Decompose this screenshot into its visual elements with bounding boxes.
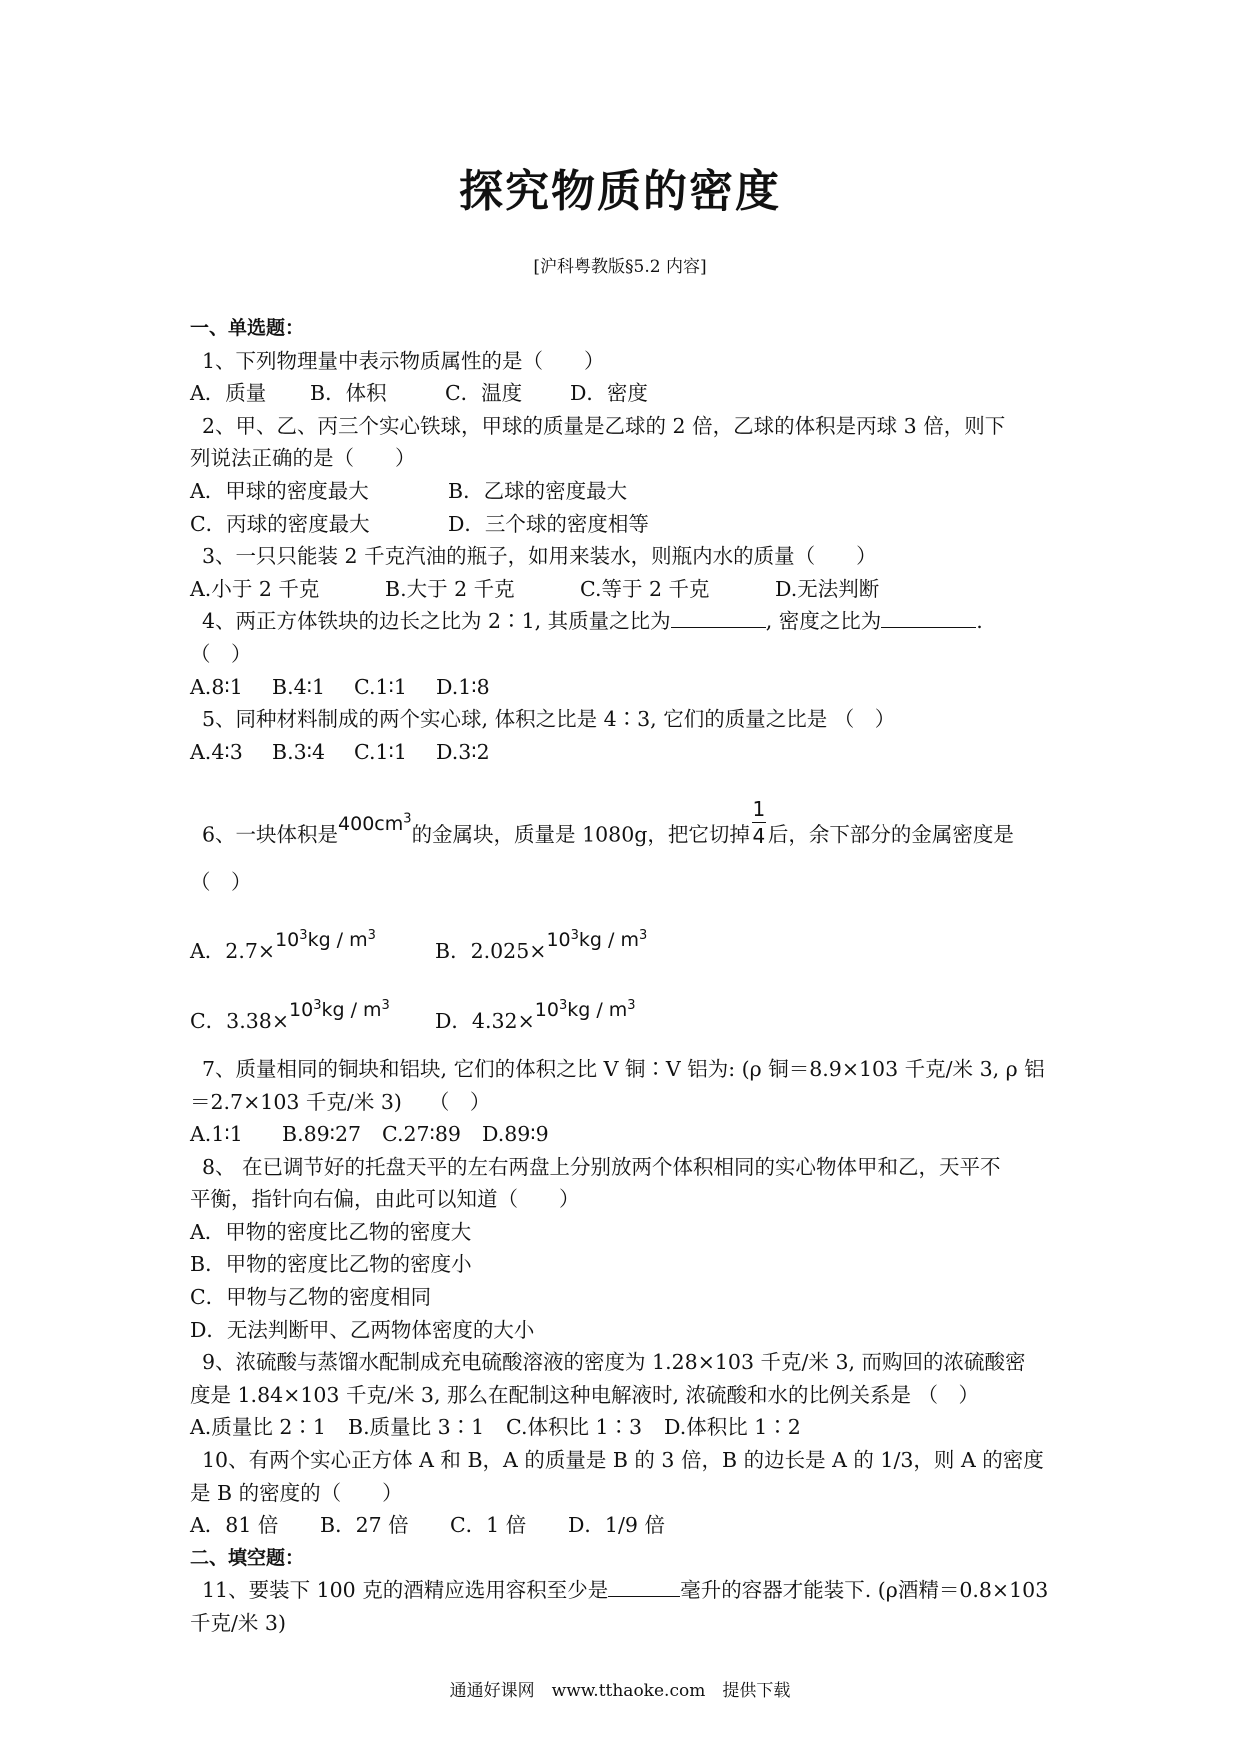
option-c: C．1 倍 (450, 1513, 527, 1538)
option-a: A．甲物的密度比乙物的密度大 (190, 1219, 472, 1244)
option-c: C.27∶89 (382, 1122, 461, 1147)
page-footer: 通通好课网 www.tthaoke.com 提供下载 (449, 1681, 791, 1701)
question-3: 3、一只只能装 2 千克汽油的瓶子，如用来装水，则瓶内水的质量（ ） (202, 544, 877, 569)
question-4-text-c: . (976, 609, 983, 634)
question-10: 10、有两个实心正方体 A 和 B，A 的质量是 B 的 3 倍，B 的边长是 A 的 1/3，则 A 的密度 (202, 1448, 1044, 1473)
question-11-text-b: 毫升的容器才能装下. (ρ酒精＝0.8×103 (680, 1578, 1049, 1603)
question-9: 9、浓硫酸与蒸馏水配制成充电硫酸溶液的密度为 1.28×103 千克/米 3, 而购回的浓硫酸密 (202, 1350, 1026, 1375)
question-6-text-b: 的金属块，质量是 1080g，把它切掉 (411, 822, 750, 847)
answer-blank (881, 605, 976, 628)
question-5: 5、同种材料制成的两个实心球, 体积之比是 4∶3, 它们的质量之比是 （ ） (202, 707, 896, 732)
question-4-text-a: 4、两正方体铁块的边长之比为 2∶1, 其质量之比为 (202, 609, 671, 634)
option-a: A．质量 (190, 381, 267, 406)
question-list (190, 312, 1070, 1640)
option-d: D.1∶8 (436, 674, 490, 699)
question-2-cont: 列说法正确的是（ ） (190, 446, 416, 471)
option-a: A.1∶1 (190, 1122, 243, 1147)
answer-blank (671, 605, 766, 628)
question-10-options (190, 1509, 1070, 1542)
question-7-options (190, 1118, 1070, 1151)
option-b: B.89∶27 (282, 1122, 362, 1147)
option-a: A.质量比 2∶1 (190, 1415, 326, 1440)
question-2-options-cd (190, 508, 1070, 541)
option-b: B.4∶1 (272, 674, 326, 699)
page-title: 探究物质的密度 (459, 166, 781, 217)
question-6-paren: （ ） (190, 870, 252, 895)
question-6 (190, 796, 1070, 866)
option-b: B．乙球的密度最大 (448, 478, 628, 503)
option-b: B.大于 2 千克 (385, 576, 515, 601)
option-a: A.小于 2 千克 (190, 576, 320, 601)
option-b: B．$2.025\times 10^3kg / m^3$ (435, 927, 648, 964)
question-4-text-b: , 密度之比为 (765, 609, 882, 634)
option-b: B.3∶4 (272, 739, 326, 764)
option-c: C.1∶1 (354, 739, 407, 764)
option-a: A．甲球的密度最大 (190, 478, 369, 503)
question-4-options (190, 671, 1070, 704)
option-c: C.1∶1 (354, 674, 407, 699)
option-b: B．甲物的密度比乙物的密度小 (190, 1252, 472, 1277)
question-3-options (190, 573, 1070, 606)
option-a: A.4∶3 (190, 739, 243, 764)
question-7: 7、质量相同的铜块和铝块, 它们的体积之比 V 铜∶V 铝为: (ρ 铜＝8.9×103 千克/米 3, ρ 铝 (202, 1056, 1045, 1081)
question-6-options-cd (190, 983, 1070, 1053)
option-c: C．$3.38\times 10^3kg / m^3$ (190, 997, 390, 1034)
question-4-paren: （ ） (190, 641, 252, 666)
option-d: D．$4.32\times 10^3kg / m^3$ (435, 997, 636, 1034)
option-c: C.等于 2 千克 (580, 576, 710, 601)
question-4 (190, 605, 1070, 638)
section-heading-fill-blank: 二、填空题： (190, 1546, 305, 1569)
question-5-options (190, 736, 1070, 769)
option-d: D．密度 (570, 381, 648, 406)
option-c: C.体积比 1∶3 (506, 1415, 643, 1440)
question-6-text-a: 6、一块体积是 (202, 822, 339, 847)
question-6-text-c: 后，余下部分的金属密度是 (767, 822, 1014, 847)
volume-expression: $400cm^3$ (338, 811, 412, 835)
question-9-cont: 度是 1.84×103 千克/米 3, 那么在配制这种电解液时, 浓硫酸和水的比例关系是 （ ） (190, 1382, 980, 1407)
option-c: C．丙球的密度最大 (190, 511, 370, 536)
question-10-cont: 是 B 的密度的（ ） (190, 1480, 403, 1505)
option-d: D.体积比 1∶2 (664, 1415, 801, 1440)
fraction-one-quarter: $\frac{1}{4}$ (752, 796, 766, 848)
option-d: D．1/9 倍 (568, 1513, 665, 1538)
section-heading-single-choice: 一、单选题： (190, 317, 305, 339)
option-b: B．27 倍 (320, 1513, 409, 1538)
question-7-cont: ＝2.7×103 千克/米 3) （ ） (190, 1089, 491, 1114)
option-b: B.质量比 3∶1 (348, 1415, 485, 1440)
option-a: A.8∶1 (190, 674, 243, 699)
question-11-cont: 千克/米 3) (190, 1611, 286, 1635)
option-d: D.89∶9 (482, 1122, 549, 1147)
question-8: 8、 在已调节好的托盘天平的左右两盘上分别放两个体积相同的实心物体甲和乙，天平不 (202, 1154, 1001, 1179)
option-d: D.3∶2 (436, 739, 490, 764)
question-11-text-a: 11、要装下 100 克的酒精应选用容积至少是 (202, 1578, 609, 1603)
option-c: C．温度 (445, 381, 523, 406)
page-subtitle: [沪科粤教版§5.2 内容] (533, 257, 707, 277)
question-8-cont: 平衡，指针向右偏，由此可以知道（ ） (190, 1187, 580, 1212)
option-a: A．$2.7\times 10^3kg / m^3$ (190, 927, 376, 964)
option-a: A．81 倍 (190, 1513, 279, 1538)
answer-blank (608, 1574, 680, 1597)
question-1: 1、下列物理量中表示物质属性的是（ ） (202, 348, 605, 373)
question-11 (190, 1574, 1070, 1607)
option-b: B．体积 (310, 381, 387, 406)
question-1-options (190, 377, 1070, 410)
question-2: 2、甲、乙、丙三个实心铁球，甲球的质量是乙球的 2 倍，乙球的体积是丙球 3 倍，则下 (202, 413, 1006, 438)
question-9-options (190, 1411, 1070, 1444)
option-d: D.无法判断 (775, 576, 880, 601)
question-2-options-ab (190, 475, 1070, 508)
option-d: D．三个球的密度相等 (448, 511, 649, 536)
option-c: C．甲物与乙物的密度相同 (190, 1285, 432, 1310)
option-d: D．无法判断甲、乙两物体密度的大小 (190, 1317, 535, 1342)
